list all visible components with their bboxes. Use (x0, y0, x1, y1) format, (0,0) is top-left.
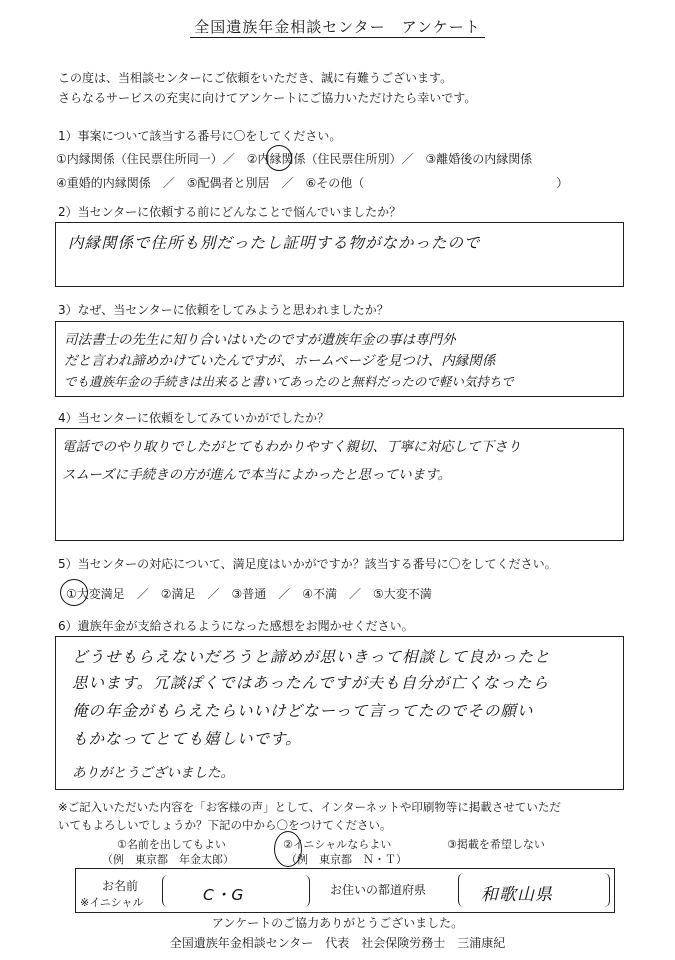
q1-selected-circle (266, 145, 292, 171)
q3-answer-line-2: だと言われ諦めかけていたんですが、ホームページを見つけ、内縁関係 (64, 353, 496, 369)
publish-option-1: ①名前を出してもよい (117, 838, 226, 851)
q4-answer-line-1: 電話でのやり取りでしたがとてもわかりやすく親切、丁寧に対応して下さり (62, 439, 521, 455)
q1-options-line-1: ①内縁関係（住民票住所同一）／ ②内縁関係（住民票住所別）／ ③離婚後の内縁関係 (56, 152, 533, 166)
name-label: お名前 (102, 879, 139, 893)
intro-line-1: この度は、当相談センターにご依頼をいただき、誠に有難うございます。 (58, 71, 453, 85)
publish-option-3: ③掲載を希望しない (447, 838, 545, 851)
q6-answer-box[interactable] (55, 636, 624, 790)
publish-option-2-example: （例 東京都 Ｎ・Ｔ） (286, 853, 407, 866)
q6-answer-line-5: ありがとうございました。 (72, 765, 234, 781)
publish-option-2: ②イニシャルならよい (283, 838, 392, 851)
publish-selected-circle (274, 831, 302, 867)
q5-options: ①大変満足 ／ ②満足 ／ ③普通 ／ ④不満 ／ ⑤大変不満 (66, 587, 432, 601)
prefecture-value: 和歌山県 (481, 885, 553, 905)
name-value: C・G (203, 886, 245, 904)
q4-answer-box[interactable] (55, 428, 624, 541)
q6-answer-line-4: もかなってとても嬉しいです。 (72, 730, 302, 748)
name-sub-label: ※イニシャル (80, 896, 144, 909)
q3-answer-line-1: 司法書士の先生に知り合いはいたのですが遺族年金の事は専門外 (64, 332, 456, 348)
prefecture-field[interactable] (458, 873, 610, 907)
q4-answer-line-2: スムーズに手続きの方が進んで本当によかったと思っています。 (62, 467, 452, 483)
thanks-text: アンケートのご協力ありがとうございました。 (211, 916, 464, 930)
q2-answer-box[interactable] (55, 222, 624, 287)
q1-options-line-2: ④重婚的内縁関係 ／ ⑤配偶者と別居 ／ ⑥その他（ ） (56, 176, 569, 190)
footer-text: 全国遺族年金相談センター 代表 社会保険労務士 三浦康紀 (169, 936, 506, 950)
q3-question: 3）なぜ、当センターに依頼をしてみようと思われましたか？ (58, 303, 389, 317)
q6-answer-line-2: 思います。冗談ぽくではあったんですが夫も自分が亡くなったら (72, 674, 550, 692)
prefecture-label: お住いの都道府県 (330, 883, 427, 897)
publish-notice-line-2: いてもよろしいでしょうか？下記の中から〇をつけてください。 (58, 818, 392, 832)
q6-question: 6）遺族年金が支給されるようになった感想をお聞かせください。 (58, 619, 414, 633)
q2-question: 2）当センターに依頼する前にどんなことで悩んでいましたか？ (58, 205, 402, 219)
publish-notice-line-1: ※ご記入いただいた内容を「お客様の声」として、インターネットや印刷物等に掲載させていただ (58, 800, 561, 814)
q4-question: 4）当センターに依頼をしてみていかがでしたか？ (58, 411, 330, 425)
q5-question: 5）当センターの対応について、満足度はいかがですか？該当する番号に〇をしてください。 (58, 557, 557, 571)
intro-line-2: さらなるサービスの充実に向けてアンケートにご協力いただけたら幸いです。 (58, 91, 477, 105)
q3-answer-box[interactable] (55, 321, 624, 397)
name-field[interactable] (162, 875, 310, 907)
q3-answer-line-3: でも遺族年金の手続きは出来ると書いてあったのと無料だったので軽い気持ちで (64, 374, 514, 389)
page-title-text: 全国遺族年金相談センター アンケート (190, 18, 485, 38)
respondent-info-box (75, 868, 615, 913)
page-title (0, 16, 675, 37)
publish-option-1-example: （例 東京都 年金太郎） (102, 853, 234, 866)
q6-answer-line-3: 俺の年金がもらえたらいいけどなーって言ってたのでその願い (72, 702, 534, 720)
q6-answer-line-1: どうせもらえないだろうと諦めが思いきって相談して良かったと (72, 648, 551, 666)
q5-selected-circle (60, 579, 88, 606)
q1-question: 1）事案について該当する番号に〇をしてください。 (58, 129, 342, 143)
q2-answer-line-1: 内縁関係で住所も別だったし証明する物がなかったので (68, 234, 481, 252)
